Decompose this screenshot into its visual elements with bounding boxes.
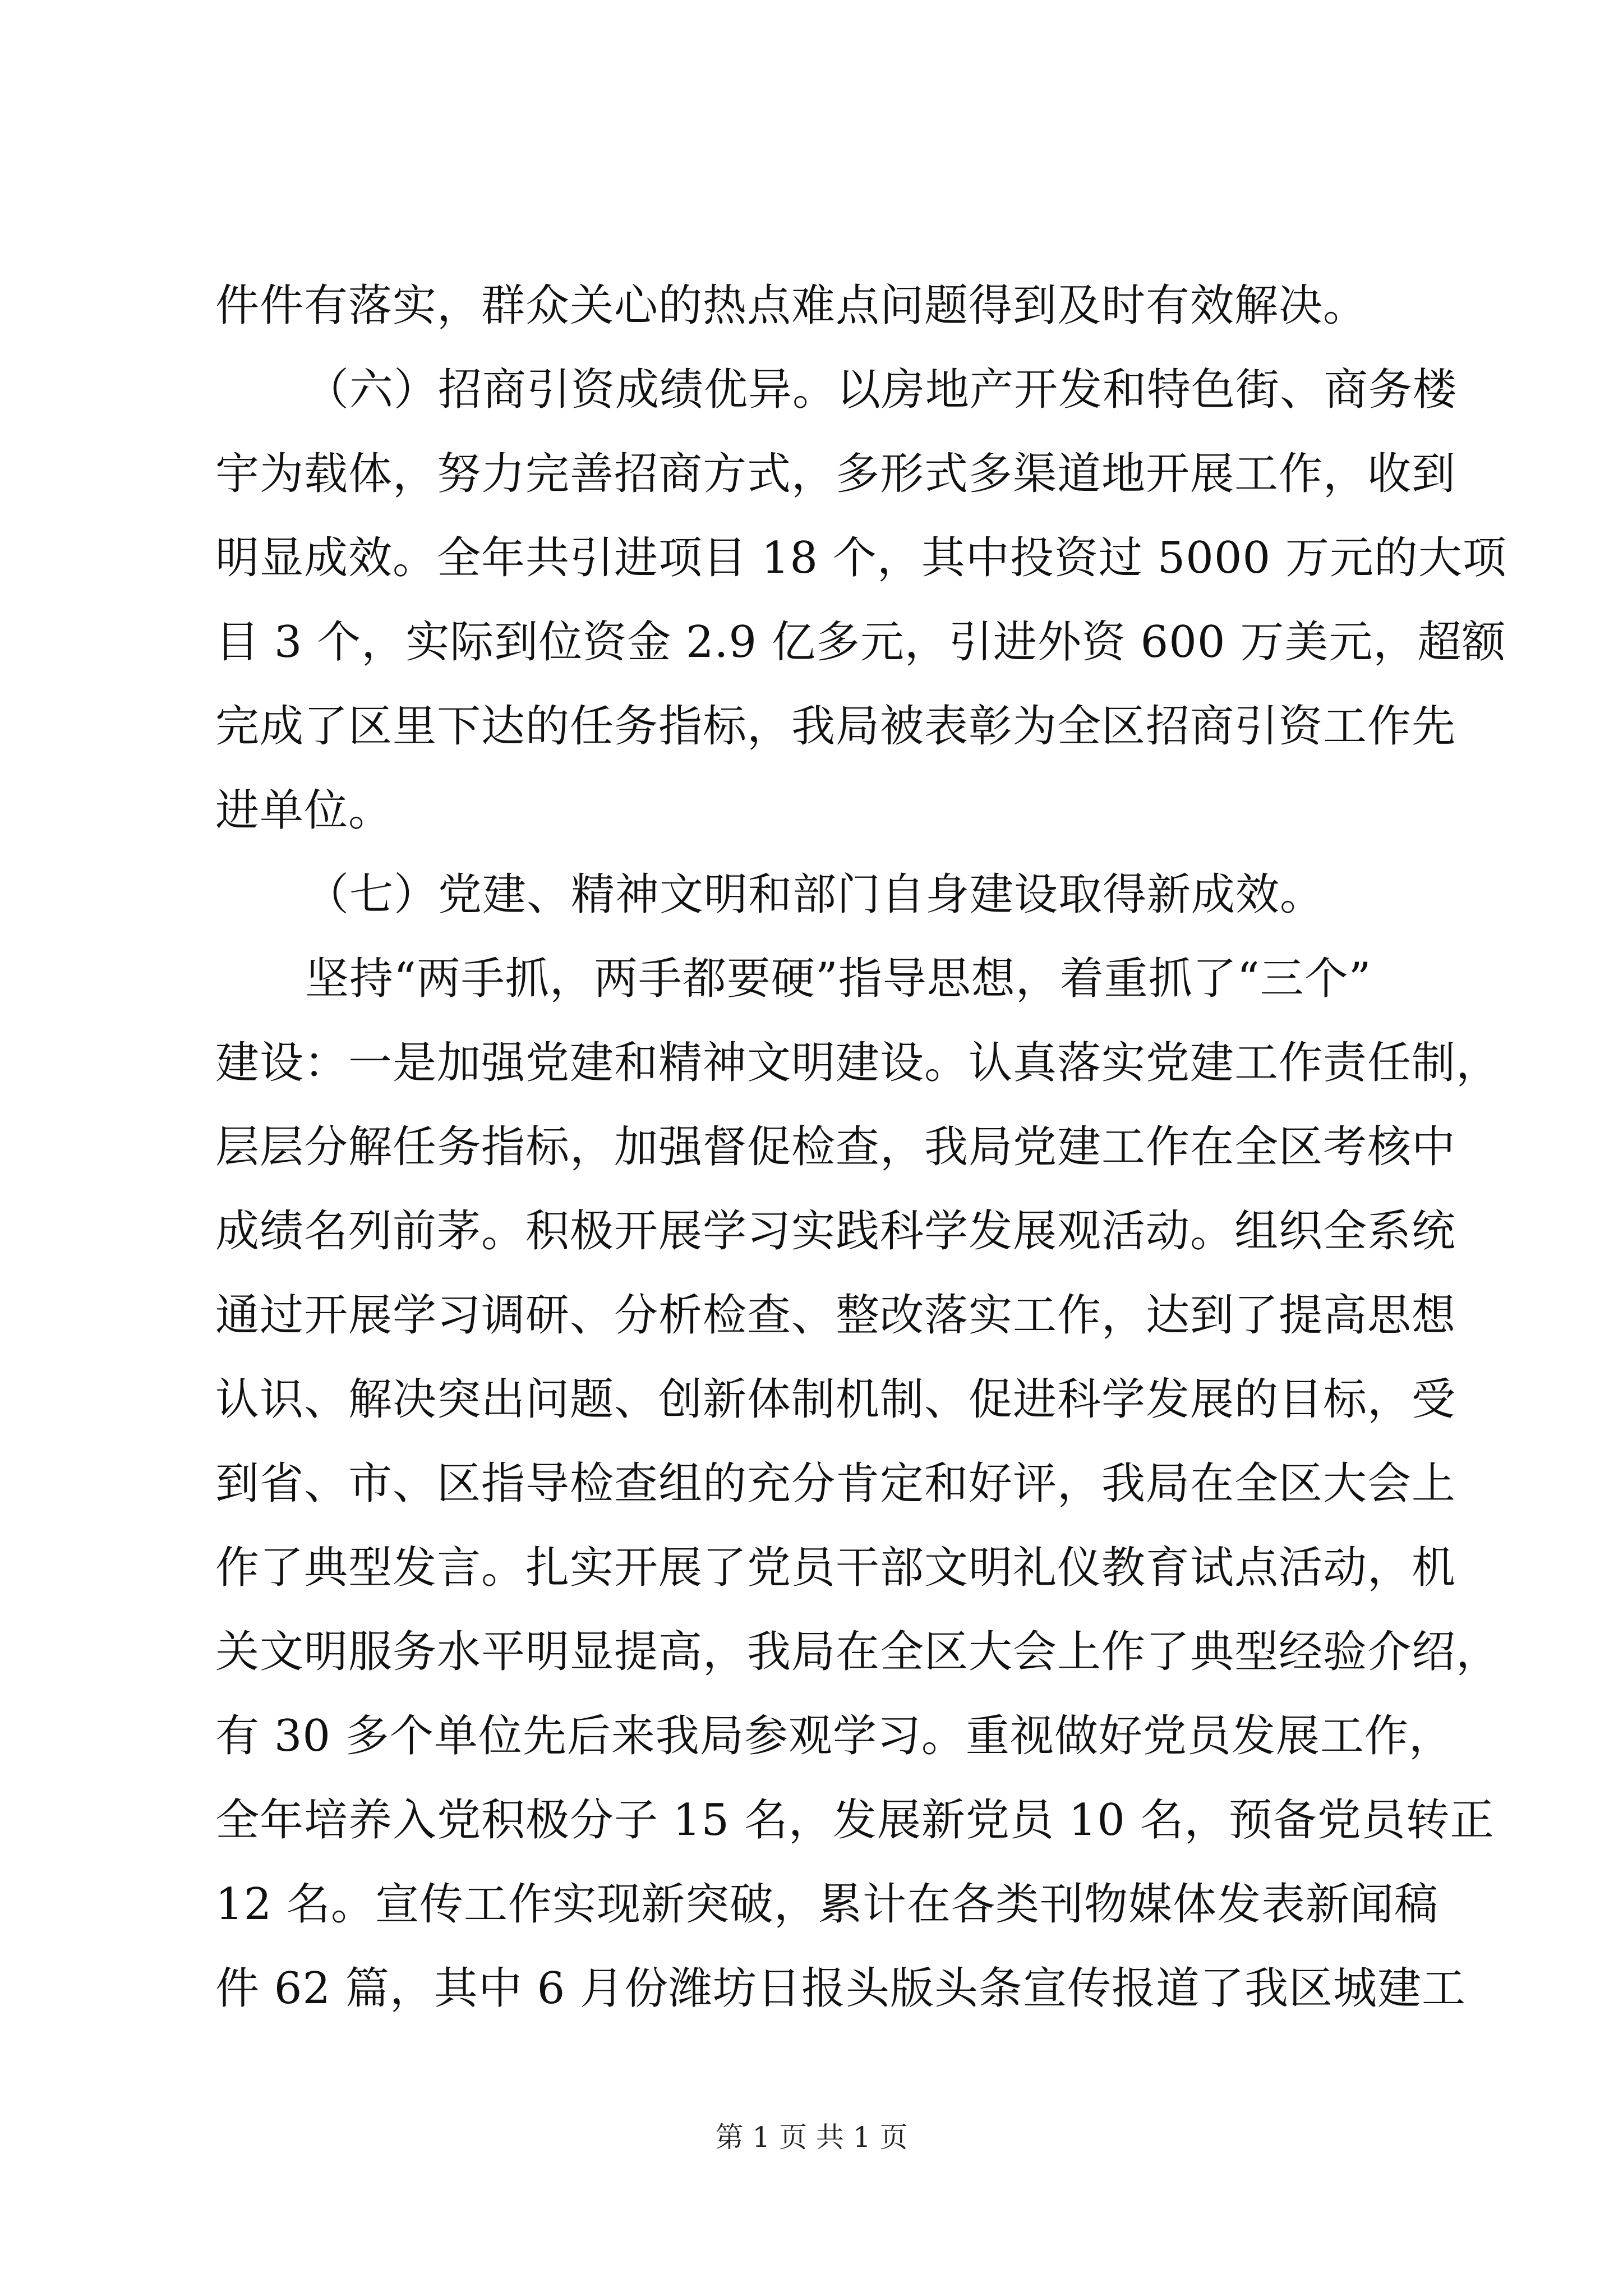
text-line: 关文明服务水平明显提高，我局在全区大会上作了典型经验介绍， xyxy=(215,1627,1501,1677)
text-line: 到省、市、区指导检查组的充分肯定和好评，我局在全区大会上 xyxy=(215,1458,1456,1509)
text-line: 进单位。 xyxy=(215,785,393,836)
text-line: 宇为载体，努力完善招商方式，多形式多渠道地开展工作，收到 xyxy=(215,449,1456,499)
section-heading-seven: （七）党建、精神文明和部门自身建设取得新成效。 xyxy=(305,869,1325,920)
section-heading-six: （六）招商引资成绩优异。以房地产开发和特色街、商务楼 xyxy=(305,365,1458,415)
text-line: 12 名。宣传工作实现新突破，累计在各类刊物媒体发表新闻稿 xyxy=(215,1879,1439,1930)
text-line: 成绩名列前茅。积极开展学习实践科学发展观活动。组织全系统 xyxy=(215,1206,1456,1257)
text-line: 层层分解任务指标，加强督促检查，我局党建工作在全区考核中 xyxy=(215,1122,1456,1172)
page-number-footer: 第 1 页 共 1 页 xyxy=(715,2121,908,2154)
text-line: 认识、解决突出问题、创新体制机制、促进科学发展的目标，受 xyxy=(215,1374,1456,1425)
text-line: 建设：一是加强党建和精神文明建设。认真落实党建工作责任制， xyxy=(215,1038,1501,1088)
text-line: 件件有落实，群众关心的热点难点问题得到及时有效解决。 xyxy=(215,280,1368,331)
text-line: 作了典型发言。扎实开展了党员干部文明礼仪教育试点活动，机 xyxy=(215,1543,1456,1593)
text-line: 完成了区里下达的任务指标，我局被表彰为全区招商引资工作先 xyxy=(215,701,1456,752)
text-line: 明显成效。全年共引进项目 18 个，其中投资过 5000 万元的大项 xyxy=(215,533,1507,583)
text-line: 目 3 个，实际到位资金 2.9 亿多元，引进外资 600 万美元，超额 xyxy=(215,617,1506,668)
text-line: 有 30 多个单位先后来我局参观学习。重视做好党员发展工作， xyxy=(215,1711,1453,1761)
text-line: 通过开展学习调研、分析检查、整改落实工作，达到了提高思想 xyxy=(215,1290,1456,1341)
text-line: 坚持“两手抓，两手都要硬”指导思想，着重抓了“三个” xyxy=(305,954,1372,1004)
text-line: 件 62 篇，其中 6 月份潍坊日报头版头条宣传报道了我区城建工 xyxy=(215,1963,1467,2014)
text-line: 全年培养入党积极分子 15 名，发展新党员 10 名，预备党员转正 xyxy=(215,1795,1495,1846)
